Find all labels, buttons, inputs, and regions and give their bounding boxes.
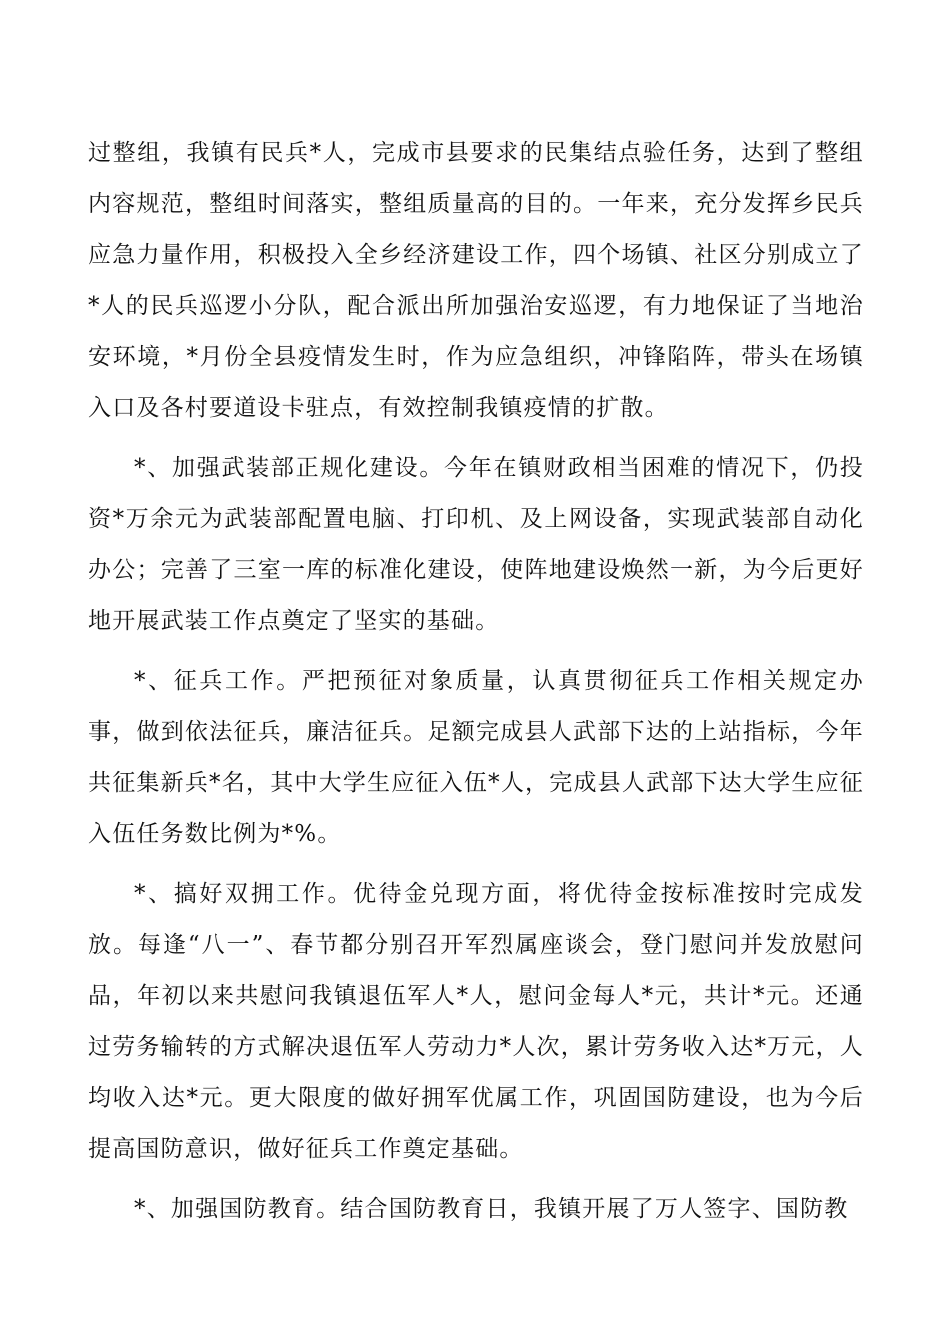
paragraph-double-support: *、搞好双拥工作。优待金兑现方面，将优待金按标准按时完成发放。每逢“八一”、春节都分别召开军烈属座谈会，登门慰问并发放慰问品，年初以来共慰问我镇退伍军人*人，慰问金每人*元，共计*元。还通过劳务输转的方式解决退伍军人劳动力*人次，累计劳务收入达*万元，人均收入达*元。更大限度的做好拥军优属工作，巩固国防建设，也为今后提高国防意识，做好征兵工作奠定基础。 <box>88 881 864 1162</box>
paragraph-armed-forces-construction: *、加强武装部正规化建设。今年在镇财政相当困难的情况下，仍投资*万余元为武装部配置电脑、打印机、及上网设备，实现武装部自动化办公；完善了三室一库的标准化建设，使阵地建设焕然一新，为今后更好地开展武装工作点奠定了坚实的基础。 <box>88 455 864 634</box>
paragraph-conscription: *、征兵工作。严把预征对象质量，认真贯彻征兵工作相关规定办事，做到依法征兵，廉洁征兵。足额完成县人武部下达的上站指标，今年共征集新兵*名，其中大学生应征入伍*人，完成县人武部下达大学生应征入伍任务数比例为*%。 <box>88 668 864 847</box>
paragraph-national-defense-education: *、加强国防教育。结合国防教育日，我镇开展了万人签字、国防教 <box>134 1196 849 1222</box>
paragraph-militia-reorganization: 过整组，我镇有民兵*人，完成市县要求的民集结点验任务，达到了整组内容规范，整组时间落实，整组质量高的目的。一年来，充分发挥乡民兵应急力量作用，积极投入全乡经济建设工作，四个场镇、社区分别成立了*人的民兵巡逻小分队，配合派出所加强治安巡逻，有力地保证了当地治安环境，*月份全县疫情发生时，作为应急组织，冲锋陷阵，带头在场镇入口及各村要道设卡驻点，有效控制我镇疫情的扩散。 <box>88 140 864 421</box>
document-body <box>88 128 864 1244</box>
